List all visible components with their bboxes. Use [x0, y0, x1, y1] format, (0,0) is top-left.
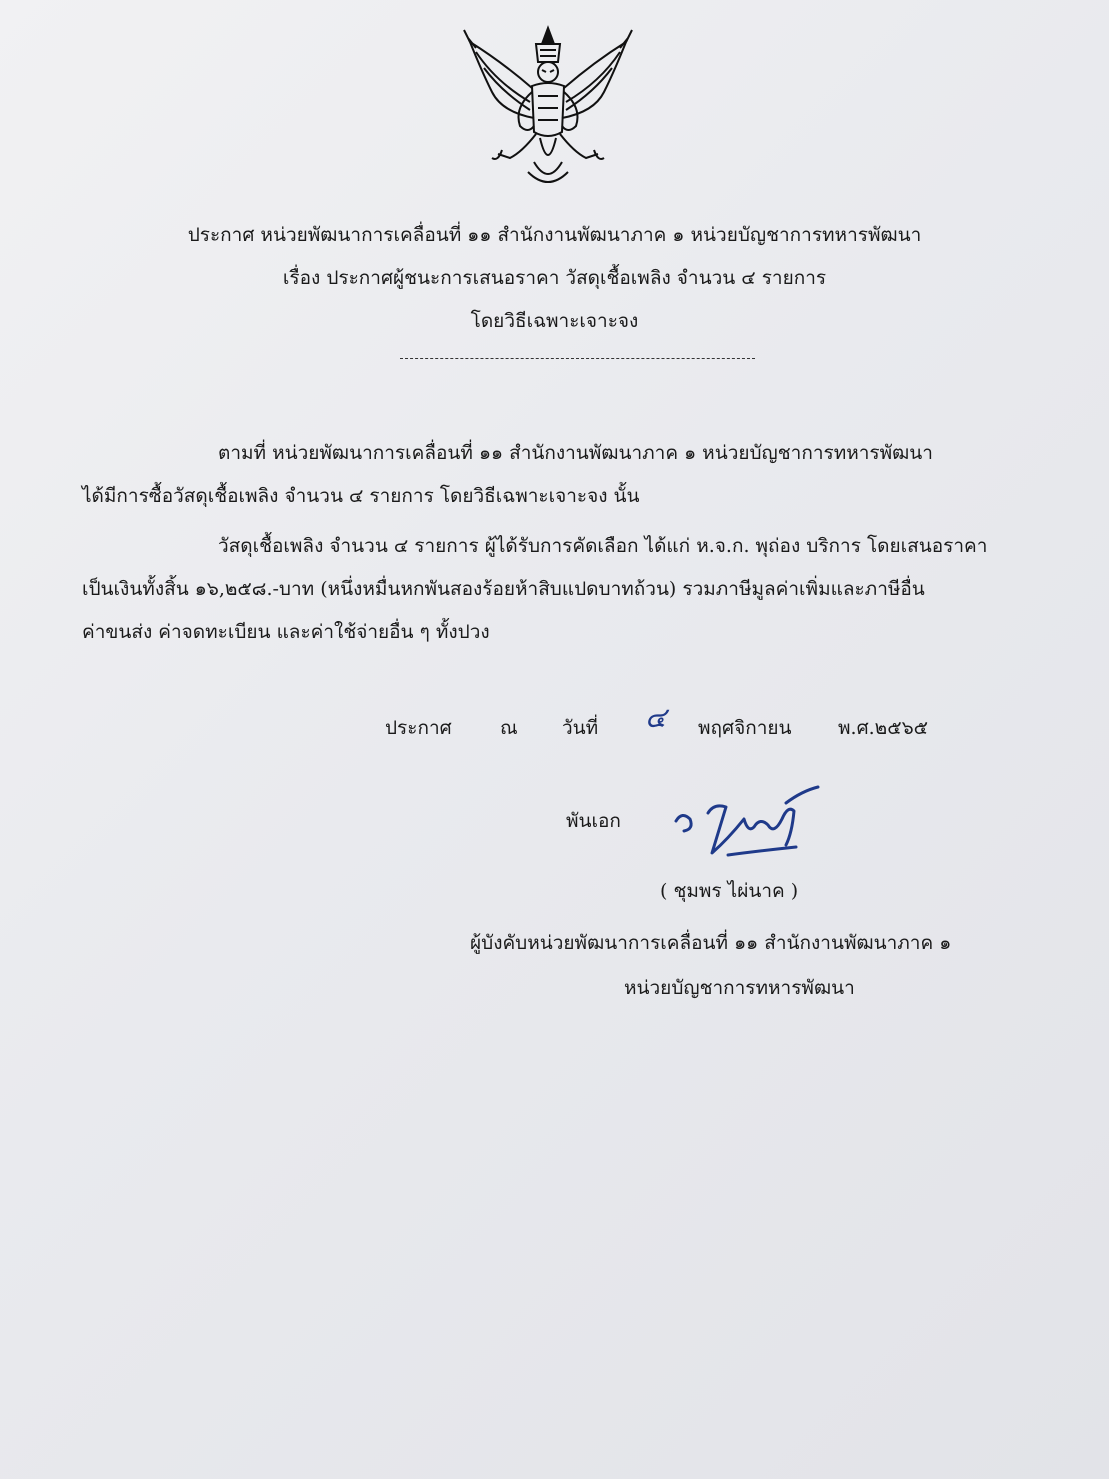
- header-subject: เรื่อง ประกาศผู้ชนะการเสนอราคา วัสดุเชื้อเพลิง จำนวน ๔ รายการ: [282, 267, 827, 289]
- paragraph-2-line-2: เป็นเงินทั้งสิ้น ๑๖,๒๕๘.-บาท (หนึ่งหมื่นหกพันสองร้อยห้าสิบแปดบาทถ้วน) รวมภาษีมูลค่าเพิ่มและภาษีอื่น: [82, 578, 925, 600]
- date-announce-label: ประกาศ: [385, 717, 452, 739]
- date-day-label: วันที่: [562, 717, 599, 739]
- paragraph-2-line-1: วัสดุเชื้อเพลิง จำนวน ๔ รายการ ผู้ได้รับการคัดเลือก ได้แก่ ห.จ.ก. พุถ่อง บริการ โดยเสนอราคา: [218, 535, 988, 557]
- paragraph-1-line-1: ตามที่ หน่วยพัฒนาการเคลื่อนที่ ๑๑ สำนักงานพัฒนาภาค ๑ หน่วยบัญชาการทหารพัฒนา: [218, 442, 933, 464]
- header-divider: [400, 358, 755, 359]
- signatory-position-1: ผู้บังคับหน่วยพัฒนาการเคลื่อนที่ ๑๑ สำนักงานพัฒนาภาค ๑: [470, 932, 952, 954]
- header-method: โดยวิธีเฉพาะเจาะจง: [470, 310, 639, 332]
- date-day-handwritten: ๔: [645, 701, 667, 734]
- signatory-position-2: หน่วยบัญชาการทหารพัฒนา: [624, 977, 855, 999]
- date-year: พ.ศ.๒๕๖๕: [838, 717, 929, 739]
- paragraph-1-line-2: ได้มีการซื้อวัสดุเชื้อเพลิง จำนวน ๔ รายการ โดยวิธีเฉพาะเจาะจง นั้น: [82, 485, 640, 507]
- signatory-rank: พันเอก: [566, 810, 621, 832]
- paragraph-2-line-3: ค่าขนส่ง ค่าจดทะเบียน และค่าใช้จ่ายอื่น ๆ ทั้งปวง: [82, 621, 490, 643]
- header-line-1: ประกาศ หน่วยพัฒนาการเคลื่อนที่ ๑๑ สำนักงานพัฒนาภาค ๑ หน่วยบัญชาการทหารพัฒนา: [187, 224, 922, 246]
- garuda-emblem-icon: [462, 22, 634, 190]
- signatory-name: ( ชุมพร ไผ่นาค ): [660, 880, 799, 902]
- signature-icon: [668, 783, 828, 863]
- date-at-label: ณ: [500, 717, 518, 739]
- date-month: พฤศจิกายน: [698, 717, 792, 739]
